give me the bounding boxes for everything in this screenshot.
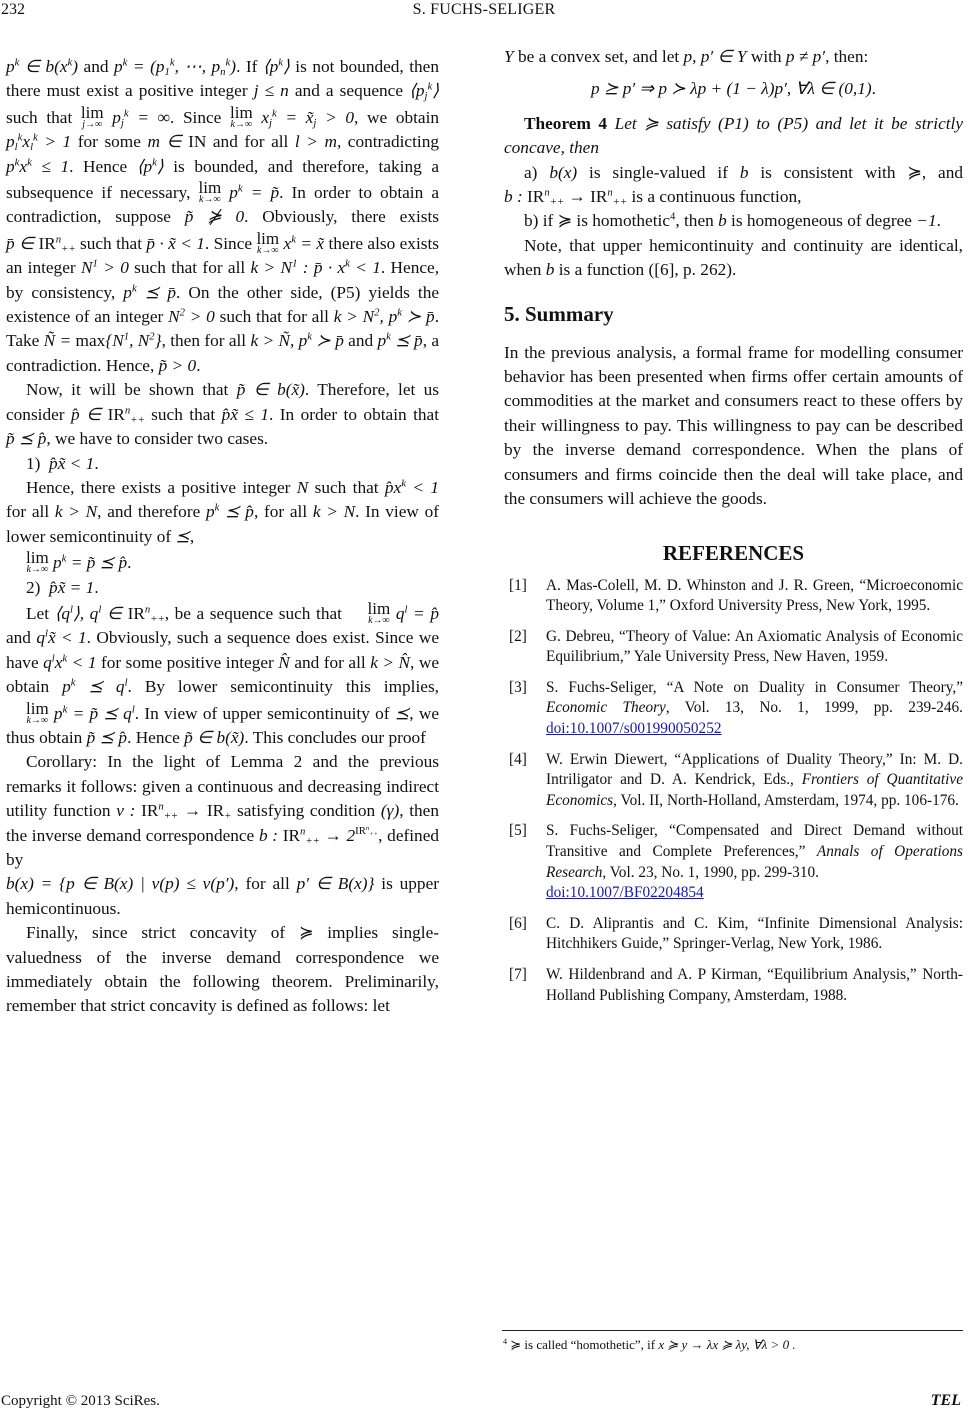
footnote: $^4$ ≽ is called “homothetic”, if x ≽ y → λx ≽ λy, ∀λ > 0 . xyxy=(503,1337,796,1352)
theorem-4: Theorem 4 Let ≽ satisfy (P1) to (P5) and let it be strictly concave, then xyxy=(504,113,964,158)
summary-paragraph: In the previous analysis, a formal frame for modelling consumer behavior has been presented when firms offer certain amounts of commodities at the market and consumers react to these offers by their willingness to pay. This willingness to pay can be described by the inverse demand correspondence. When the plans of consumers and firms coincide then the deal will take place, and the consumers will achieve the goods. xyxy=(504,342,963,509)
running-author: S. FUCHS-SELIGER xyxy=(412,1,556,18)
doi-link[interactable]: doi:10.1007/s001990050252 xyxy=(546,720,722,738)
reference-item: [1] A. Mas-Colell, M. D. Whinston and J. R. Green, “Microeconomic Theory, Volume 1,” Oxford University Press, New York, 1995. xyxy=(509,576,963,615)
note-paragraph: Note, that upper hemicontinuity and continuity are identical, when b is a function ([6], p. 262). xyxy=(504,235,963,280)
reference-item: [5] S. Fuchs-Seliger, “Compensated and Direct Demand without Transitive and Complete Preferences,” Annals of Operations Research, Vol. 23, No. 1, 1990, pp. 299-310. doi:10.1007/BF02204854 xyxy=(509,822,963,902)
reference-item: [3] S. Fuchs-Seliger, “A Note on Duality in Consumer Theory,” Economic Theory, Vol. 13, No. 1, 1999, pp. 239-246. doi:10.1007/s001990050252 xyxy=(509,678,964,738)
case-1: 1) p̂x̃ < 1. xyxy=(26,453,99,473)
proof-paragraph-1: $p^k$ ∈ $b(x^k)$ and $p^k = (p_1^k$, ⋯, $p_n^k$). If $⟨p^k⟩$ is not bounded, then there must exist a positive integer j ≤ n and a sequence $⟨p_j^k⟩$ such that lim j→∞ $p_j^k$ = ∞. Since lim k→∞ $x_j^k$ = $x̃_j > 0$, we obtain $p_l^kx_l^k > 1$ for some m ∈ IN and for all l > m, contradicting $p^kx^k \le 1$. Hence $⟨p^k⟩$ is bounded, and therefore, taking a subsequence if necessary, lim k→∞ $p^k$ = p̃. In order to obtain a contradiction, suppose p̃ ⋡ 0. Obviously, there exists p̄ ∈ $IR^n_{++}$ such that p̄ · x̃ < 1. Since lim k→∞ $x^k$ = x̃ there also exists an integer $N^1 > 0$ such that for all $k > N^1$ : p̄ · $x^k < 1$. Hence, by consistency, $p^k$ ⪯ p̄. On the other side, (P5) yields the existence of an integer $N^2 > 0$ such that for all $k > N^2$, $p^k$ ≻ p̄. Take Ñ = $\max\{N^1$, $N^2$}, then for all k > Ñ, $p^k$ ≻ p̄ and $p^k$ ⪯ p̄, a contradiction. Hence, p̃ > 0. xyxy=(6,56,440,375)
proof-paragraph-3: Hence, there exists a positive integer N such that $p̂x^k < 1$ for all k > N, and therefore $p^k$ ⪯ p̂, for all k > N. In view of lower semicontinuity of ⪯, lim k→∞ $p^k$ = p̃ ⪯ p̂. xyxy=(6,477,439,576)
references-heading: REFERENCES xyxy=(662,540,805,565)
corollary-paragraph: Corollary: In the light of Lemma 2 and the previous remarks it follows: given a continuous and decreasing indirect utility function v : $IR^n_{++} \to IR_+$ satisfying condition (γ), then the inverse demand correspondence b : $IR^n_{++} \to 2^{IR^n_{++}}$, defined by b(x) = {p ∈ B(x) | v(p) ≤ v(p′), for all p′ ∈ B(x)} is upper hemicontinuous. xyxy=(6,752,440,918)
copyright-notice: Copyright © 2013 SciRes. xyxy=(1,1393,160,1409)
case-2: 2) p̂x̃ = 1. xyxy=(26,577,99,597)
theorem-item-b: b) if ≽ is homothetic$^4$, then b is homogeneous of degree −1. xyxy=(524,211,941,231)
proof-paragraph-4: Let $⟨q^l⟩$, $q^l$ ∈ $IR^n_{++}$, be a sequence such that lim k→∞ $q^l$ = p̂ and $q^lx̃ < 1$. Obviously, such a sequence does exist. Since we have $q^lx^k < 1$ for some positive integer N̂ and for all k > N̂, we obtain $p^k$ ⪯ $q^l$. By lower semicontinuity this implies, lim k→∞ $p^k$ = p̃ ⪯ $q^l$. In view of upper semicontinuity of ⪯, we thus obtain p̃ ⪯ p̂. Hence p̃ ∈ b(x̃). This concludes our proof xyxy=(6,598,440,747)
concavity-definition: Y be a convex set, and let p, p′ ∈ Y with p ≠ p′, then: xyxy=(504,47,869,66)
section-heading-summary: 5. Summary xyxy=(504,301,614,326)
footnote-ref: 4 xyxy=(670,211,676,224)
reference-item: [2] G. Debreu, “Theory of Value: An Axiomatic Analysis of Economic Equilibrium,” Yale University Press, New Haven, 1959. xyxy=(509,627,963,666)
journal-abbrev: TEL xyxy=(930,1392,961,1409)
left-column xyxy=(6,55,439,1019)
reference-item: [4] W. Erwin Diewert, “Applications of Duality Theory,” In: M. D. Intriligator and D. A. Kendrick, Eds., Frontiers of Quantitative Economics, Vol. II, North-Holland, Amsterdam, 1974, pp. 106-176. xyxy=(509,750,963,809)
references-list xyxy=(504,576,963,1007)
page-number: 232 xyxy=(1,1,25,18)
right-column xyxy=(504,45,963,1016)
final-paragraph: Finally, since strict concavity of ≽ implies single-valuedness of the inverse demand correspondence we immediately obtain the following theorem. Preliminarily, remember that strict concavity is defined as follows: let xyxy=(6,923,439,1016)
concavity-formula: p ⪰ p′ ⇒ p ≻ λp + (1 − λ)p′, ∀λ ∈ (0,1). xyxy=(591,79,876,99)
theorem-item-a: a) b(x) is single-valued if b is consistent with ≽, and b : $IR^n_{++} \to IR^n_{++}$ is a continuous function, xyxy=(504,162,963,209)
footnote-divider xyxy=(502,1330,963,1331)
reference-item: [6] C. D. Aliprantis and C. Kim, “Infinite Dimensional Analysis: Hitchhikers Guide,” Springer-Verlag, New York, 1986. xyxy=(509,914,963,953)
doi-link[interactable]: doi:10.1007/BF02204854 xyxy=(546,884,704,902)
proof-paragraph-2: Now, it will be shown that p̃ ∈ b(x̃). Therefore, let us consider p̂ ∈ $IR^n_{++}$ such that p̂x̃ ≤ 1. In order to obtain that p̃ ⪯ p̂, we have to consider two cases. xyxy=(6,380,439,449)
reference-item: [7] W. Hildenbrand and A. P Kirman, “Equilibrium Analysis,” North-Holland Publishing Company, Amsterdam, 1988. xyxy=(509,966,963,1004)
